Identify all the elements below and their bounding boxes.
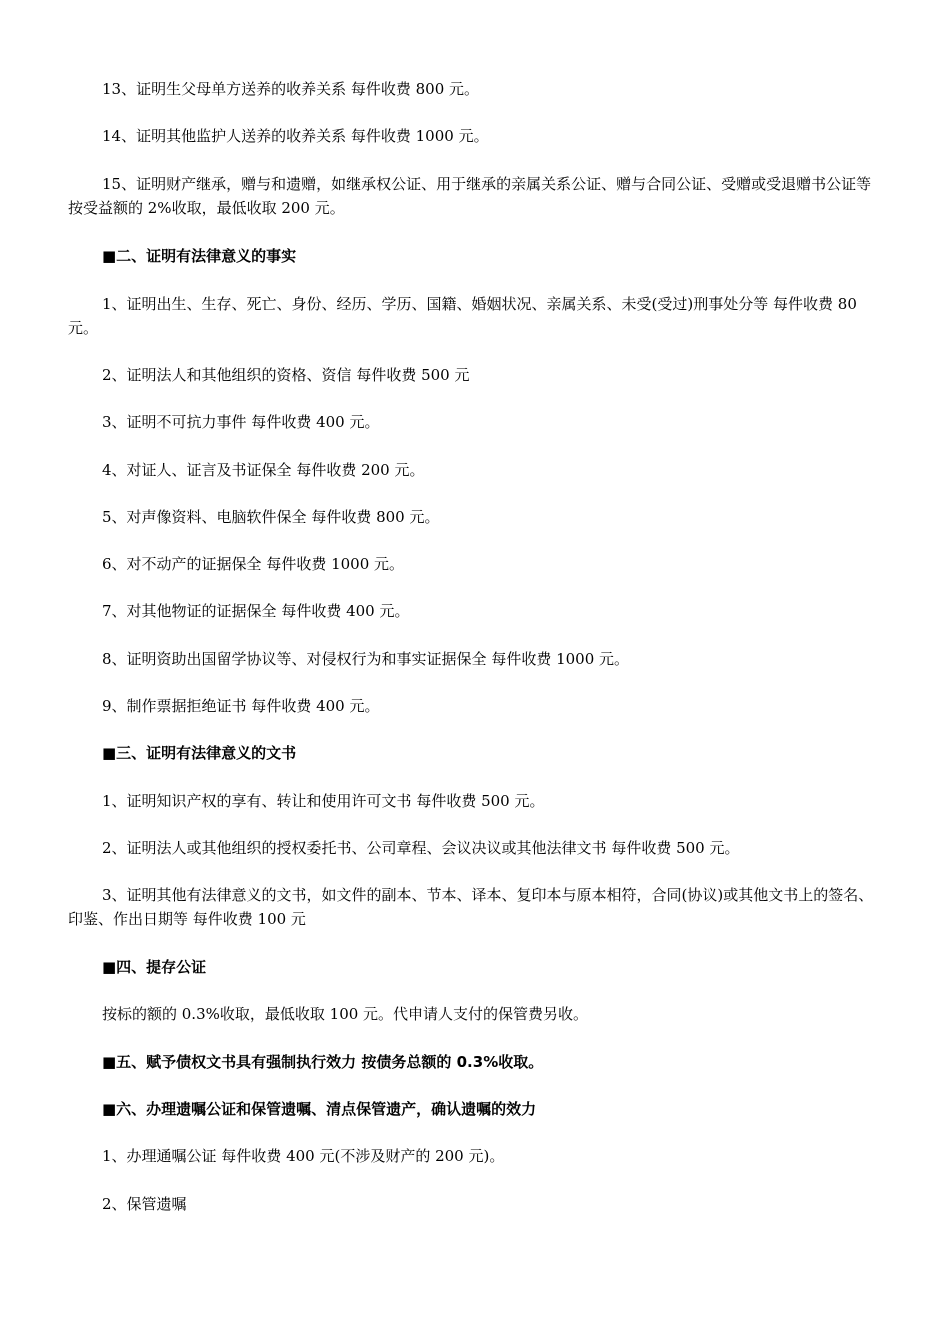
section4-text: 按标的额的 0.3%收取，最低收取 100 元。代申请人支付的保管费另收。 [102,1005,589,1023]
section6-item-2: 2、保管遗嘱 [102,1195,187,1213]
section2-item-1: 1、证明出生、生存、死亡、身份、经历、学历、国籍、婚姻状况、亲属关系、未受(受过)刑事处分等 每件收费 80 元。 [68,295,857,337]
section2-item-6: 6、对不动产的证据保全 每件收费 1000 元。 [102,555,405,573]
section-heading-6: ■六、办理遗嘱公证和保管遗嘱、清点保管遗产，确认遗嘱的效力 [102,1100,537,1118]
section-heading-4: ■四、提存公证 [102,958,207,976]
section3-item-1: 1、证明知识产权的享有、转让和使用许可文书 每件收费 500 元。 [102,792,545,810]
section2-item-5: 5、对声像资料、电脑软件保全 每件收费 800 元。 [102,508,440,526]
section-heading-2: ■二、证明有法律意义的事实 [102,247,297,265]
item-14-adoption-guardian: 14、证明其他监护人送养的收养关系 每件收费 1000 元。 [102,127,489,145]
section-heading-5: ■五、赋予债权文书具有强制执行效力 按债务总额的 0.3%收取。 [102,1053,544,1071]
section2-item-4: 4、对证人、证言及书证保全 每件收费 200 元。 [102,461,425,479]
section3-item-2: 2、证明法人或其他组织的授权委托书、公司章程、会议决议或其他法律文书 每件收费 500 元。 [102,839,740,857]
section-heading-3: ■三、证明有法律意义的文书 [102,744,297,762]
section2-item-9: 9、制作票据拒绝证书 每件收费 400 元。 [102,697,380,715]
section2-item-7: 7、对其他物证的证据保全 每件收费 400 元。 [102,602,410,620]
section2-item-3: 3、证明不可抗力事件 每件收费 400 元。 [102,413,380,431]
item-13-adoption-parent: 13、证明生父母单方送养的收养关系 每件收费 800 元。 [102,80,480,98]
section6-item-1: 1、办理通嘱公证 每件收费 400 元(不涉及财产的 200 元)。 [102,1147,505,1165]
item-15-inheritance: 15、证明财产继承，赠与和遗赠，如继承权公证、用于继承的亲属关系公证、赠与合同公证、受赠或受退赠书公证等 按受益额的 2%收取，最低收取 200 元。 [68,175,872,217]
section3-item-3: 3、证明其他有法律意义的文书，如文件的副本、节本、译本、复印本与原本相符，合同(协议)或其他文书上的签名、印鉴、作出日期等 每件收费 100 元 [68,886,874,928]
section2-item-2: 2、证明法人和其他组织的资格、资信 每件收费 500 元 [102,366,470,384]
section2-item-8: 8、证明资助出国留学协议等、对侵权行为和事实证据保全 每件收费 1000 元。 [102,650,630,668]
